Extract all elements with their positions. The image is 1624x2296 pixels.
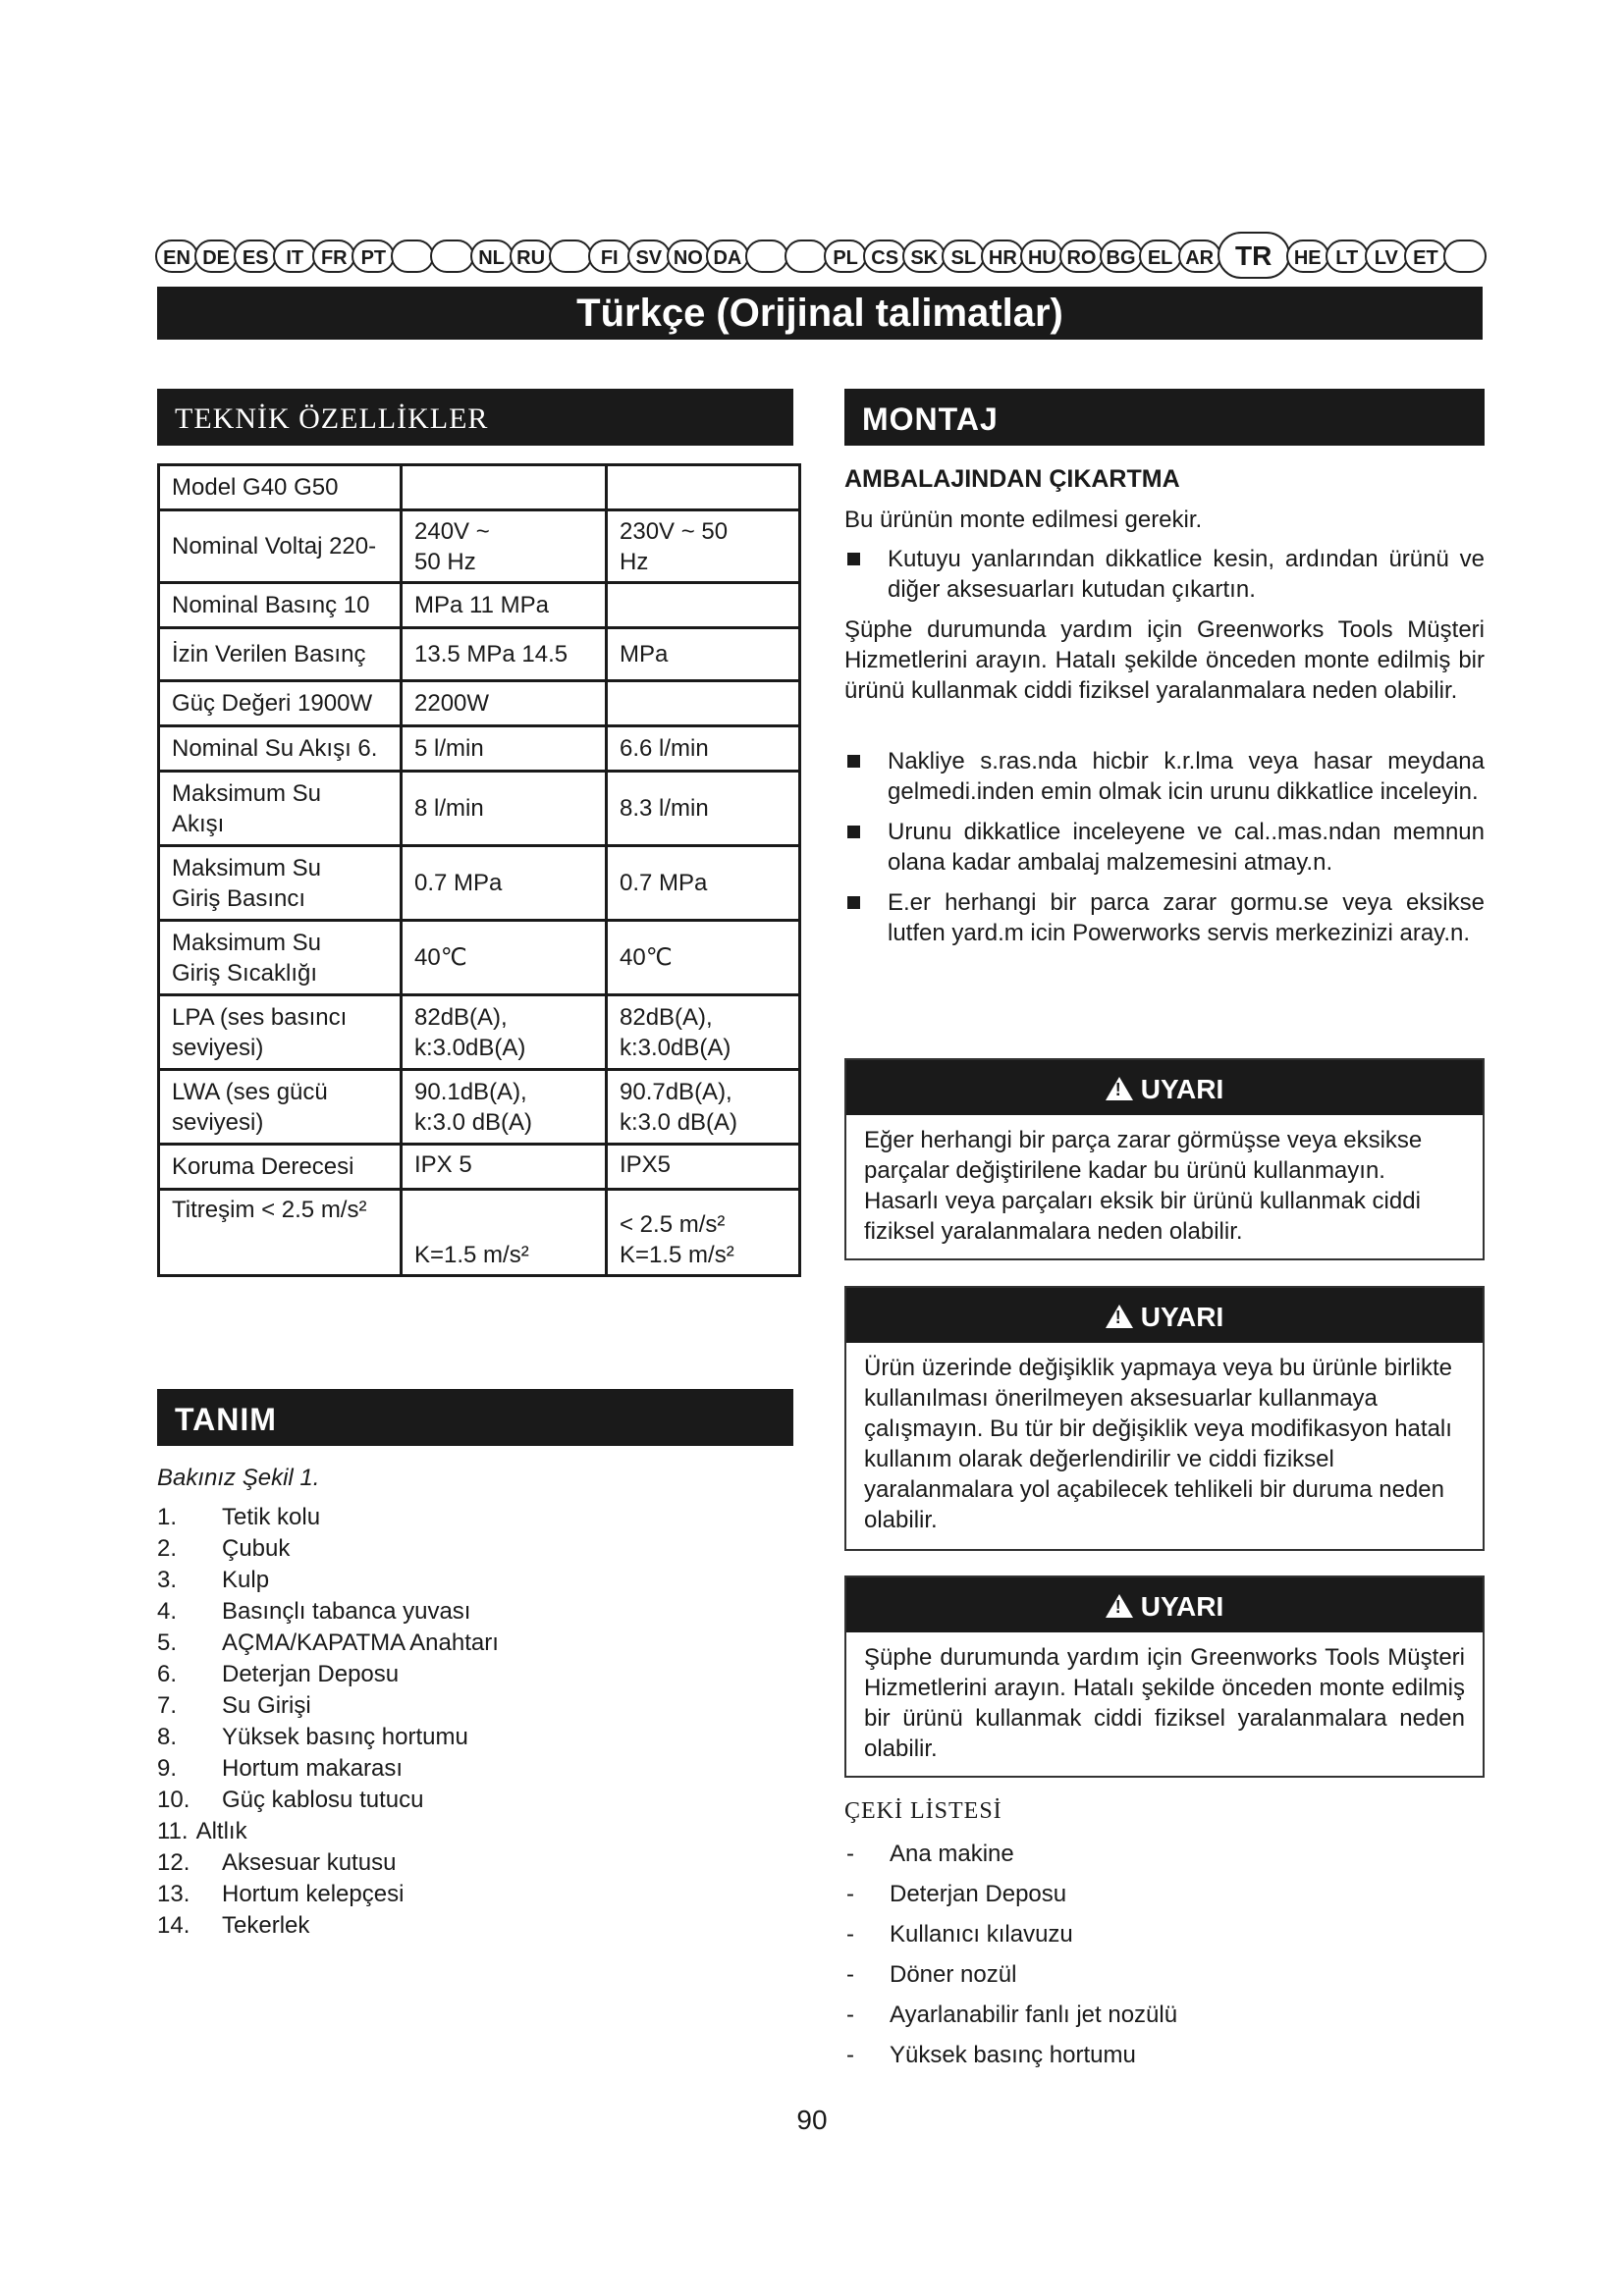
parts-list-item bbox=[157, 1847, 746, 1879]
language-tab-nl: NL bbox=[470, 240, 514, 273]
language-tab-de: DE bbox=[194, 240, 238, 273]
spec-value-g50: IPX5 bbox=[607, 1145, 800, 1190]
spec-label: Nominal Basınç 10 bbox=[159, 583, 402, 628]
parts-list-item bbox=[157, 1502, 746, 1533]
parts-list-item bbox=[157, 1565, 746, 1596]
item-number: 10. bbox=[157, 1787, 190, 1813]
language-tab-hr: HR bbox=[981, 240, 1024, 273]
language-tab-sl: SL bbox=[942, 240, 985, 273]
item-text: Tetik kolu bbox=[222, 1504, 321, 1530]
spec-value-g50: MPa bbox=[607, 628, 800, 681]
language-tab-lt: LT bbox=[1326, 240, 1369, 273]
language-tab-et: ET bbox=[1404, 240, 1447, 273]
spec-label: Model G40 G50 bbox=[159, 465, 402, 510]
spec-label: Nominal Su Akışı 6. bbox=[159, 726, 402, 772]
spec-label: LWA (ses gücü seviyesi) bbox=[159, 1070, 402, 1145]
warning-icon bbox=[1106, 1077, 1133, 1100]
spec-label: Güç Değeri 1900W bbox=[159, 681, 402, 726]
item-text: AÇMA/KAPATMA Anahtarı bbox=[222, 1629, 499, 1656]
parts-list-item bbox=[157, 1816, 746, 1847]
language-tab-ru: RU bbox=[510, 240, 553, 273]
spec-value-g50: < 2.5 m/s² K=1.5 m/s² bbox=[607, 1190, 800, 1276]
tanim-intro: Bakınız Şekil 1. bbox=[157, 1465, 320, 1491]
language-tab-it: IT bbox=[273, 240, 316, 273]
item-number: 5. bbox=[157, 1629, 178, 1656]
warning-text: Eğer herhangi bir parça zarar görmüşse veya eksikse parçalar değiştirilene kadar bu ürünü kullanmayın. Hasarlı veya parçaları eksik bir ürünü kullanmak ciddi fiziksel yaralanmalara neden olabilir. bbox=[864, 1127, 1423, 1245]
item-text: Hortum kelepçesi bbox=[222, 1881, 405, 1907]
packing-list-item: - Kullanıcı kılavuzu bbox=[844, 1914, 1434, 1954]
page-title: Türkçe (Orijinal talimatlar) bbox=[157, 287, 1483, 340]
spec-value-g40: IPX 5 bbox=[402, 1145, 607, 1190]
language-tab-empty bbox=[549, 240, 592, 273]
item-number: 13. bbox=[157, 1881, 190, 1907]
item-number: 2. bbox=[157, 1535, 178, 1562]
warning-icon bbox=[1106, 1594, 1133, 1618]
language-tab-tr: TR bbox=[1218, 232, 1290, 279]
language-tab-he: HE bbox=[1286, 240, 1329, 273]
packing-list bbox=[844, 1834, 1434, 2075]
warning-header: !UYARI bbox=[846, 1060, 1483, 1115]
spec-row bbox=[159, 921, 800, 995]
spec-row bbox=[159, 510, 800, 583]
spec-value-g40: MPa 11 MPa bbox=[402, 583, 607, 628]
spec-value-g50: 0.7 MPa bbox=[607, 846, 800, 921]
parts-list bbox=[157, 1502, 746, 1942]
item-number: 12. bbox=[157, 1849, 190, 1876]
item-text: Altlık bbox=[195, 1818, 247, 1844]
spec-row bbox=[159, 1145, 800, 1190]
language-tab-hu: HU bbox=[1020, 240, 1063, 273]
warning-header: !UYARI bbox=[846, 1577, 1483, 1632]
warning-header: !UYARI bbox=[846, 1288, 1483, 1343]
unpack-bullet-list-1 bbox=[844, 544, 1485, 614]
specs-heading: TEKNİK ÖZELLİKLER bbox=[157, 389, 793, 446]
tanim-heading: TANIM bbox=[157, 1389, 793, 1446]
warning-box-1 bbox=[844, 1058, 1485, 1260]
spec-row bbox=[159, 1190, 800, 1276]
unpack-bullet-list-2 bbox=[844, 746, 1485, 958]
language-tab-cs: CS bbox=[863, 240, 906, 273]
parts-list-item bbox=[157, 1659, 746, 1690]
item-text: Basınçlı tabanca yuvası bbox=[222, 1598, 471, 1625]
packing-list-item: - Döner nozül bbox=[844, 1954, 1434, 1995]
warning-box-3 bbox=[844, 1575, 1485, 1778]
unpack-bullet: Kutuyu yanlarından dikkatlice kesin, ardından ürünü ve diğer aksesuarları kutudan çıkartın. bbox=[844, 544, 1485, 605]
spec-row bbox=[159, 681, 800, 726]
spec-row bbox=[159, 465, 800, 510]
warning-icon bbox=[1106, 1305, 1133, 1328]
packing-list-heading: ÇEKİ LİSTESİ bbox=[844, 1798, 1002, 1824]
parts-list-item bbox=[157, 1690, 746, 1722]
spec-label: Nominal Voltaj 220- bbox=[159, 510, 402, 583]
language-tab-sv: SV bbox=[627, 240, 671, 273]
item-number: 6. bbox=[157, 1661, 178, 1687]
item-number: 4. bbox=[157, 1598, 178, 1625]
spec-value-g50: 8.3 l/min bbox=[607, 772, 800, 846]
language-tab-es: ES bbox=[234, 240, 277, 273]
item-number: 11. bbox=[157, 1818, 189, 1844]
language-bar bbox=[155, 236, 1487, 279]
spec-value-g40 bbox=[402, 465, 607, 510]
item-text: Tekerlek bbox=[222, 1912, 310, 1939]
item-number: 8. bbox=[157, 1724, 178, 1750]
spec-value-g50: 90.7dB(A), k:3.0 dB(A) bbox=[607, 1070, 800, 1145]
parts-list-item bbox=[157, 1785, 746, 1816]
spec-value-g40: 13.5 MPa 14.5 bbox=[402, 628, 607, 681]
item-number: 3. bbox=[157, 1567, 178, 1593]
spec-value-g40: 8 l/min bbox=[402, 772, 607, 846]
spec-value-g40: 40℃ bbox=[402, 921, 607, 995]
spec-value-g40: K=1.5 m/s² bbox=[402, 1190, 607, 1276]
language-tab-empty bbox=[785, 240, 828, 273]
parts-list-item bbox=[157, 1753, 746, 1785]
spec-row bbox=[159, 726, 800, 772]
item-number: 14. bbox=[157, 1912, 190, 1939]
spec-value-g40: 5 l/min bbox=[402, 726, 607, 772]
parts-list-item bbox=[157, 1722, 746, 1753]
item-text: Aksesuar kutusu bbox=[222, 1849, 397, 1876]
spec-value-g50: 230V ~ 50 Hz bbox=[607, 510, 800, 583]
spec-row bbox=[159, 772, 800, 846]
item-text: Yüksek basınç hortumu bbox=[222, 1724, 468, 1750]
language-tab-el: EL bbox=[1139, 240, 1182, 273]
language-tab-pt: PT bbox=[352, 240, 395, 273]
spec-table bbox=[157, 463, 801, 1277]
spec-label: LPA (ses basıncı seviyesi) bbox=[159, 995, 402, 1070]
spec-row bbox=[159, 1070, 800, 1145]
item-text: Su Girişi bbox=[222, 1692, 311, 1719]
spec-label: Koruma Derecesi bbox=[159, 1145, 402, 1190]
packing-list-item: - Ayarlanabilir fanlı jet nozülü bbox=[844, 1995, 1434, 2035]
spec-value-g50: 6.6 l/min bbox=[607, 726, 800, 772]
spec-value-g50 bbox=[607, 681, 800, 726]
packing-list-item: - Deterjan Deposu bbox=[844, 1874, 1434, 1914]
parts-list-item bbox=[157, 1596, 746, 1628]
montaj-intro: Bu ürünün monte edilmesi gerekir. bbox=[844, 507, 1203, 533]
spec-value-g40: 240V ~ 50 Hz bbox=[402, 510, 607, 583]
spec-label: Titreşim < 2.5 m/s² bbox=[159, 1190, 402, 1276]
spec-value-g50 bbox=[607, 583, 800, 628]
spec-value-g40: 0.7 MPa bbox=[402, 846, 607, 921]
parts-list-item bbox=[157, 1910, 746, 1942]
warning-text: Ürün üzerinde değişiklik yapmaya veya bu ürünle birlikte kullanılması önerilmeyen aksesuarlar kullanmaya çalışmayın. Bu tür bir değişiklik veya modifikasyon hatalı kullanım olarak değerlendirilir ve ciddi fiziksel yaralanmalara yol açabilecek tehlikeli bir duruma neden olabilir. bbox=[864, 1355, 1452, 1533]
packing-list-item: - Yüksek basınç hortumu bbox=[844, 2035, 1434, 2075]
spec-value-g50: 40℃ bbox=[607, 921, 800, 995]
spec-row bbox=[159, 846, 800, 921]
language-tab-fi: FI bbox=[588, 240, 631, 273]
montaj-heading: MONTAJ bbox=[844, 389, 1485, 446]
parts-list-item bbox=[157, 1879, 746, 1910]
spec-label: İzin Verilen Basınç bbox=[159, 628, 402, 681]
spec-row bbox=[159, 628, 800, 681]
language-tab-sk: SK bbox=[902, 240, 946, 273]
language-tab-ro: RO bbox=[1059, 240, 1103, 273]
language-tab-da: DA bbox=[706, 240, 749, 273]
language-tab-lv: LV bbox=[1365, 240, 1408, 273]
item-number: 9. bbox=[157, 1755, 178, 1782]
spec-label: Maksimum Su Giriş Basıncı bbox=[159, 846, 402, 921]
parts-list-item bbox=[157, 1628, 746, 1659]
spec-value-g40: 82dB(A), k:3.0dB(A) bbox=[402, 995, 607, 1070]
unpack-bullet: Nakliye s.ras.nda hicbir k.r.lma veya hasar meydana gelmedi.inden emin olmak icin urunu dikkatlice inceleyin. bbox=[844, 746, 1485, 807]
item-text: Hortum makarası bbox=[222, 1755, 404, 1782]
page-number: 90 bbox=[796, 2105, 828, 2135]
item-number: 7. bbox=[157, 1692, 178, 1719]
warning-text: Şüphe durumunda yardım için Greenworks Tools Müşteri Hizmetlerini arayın. Hatalı şekilde önceden monte edilmiş bir ürünü kullanmak ciddi fiziksel yaralanmalara neden olabilir. bbox=[864, 1644, 1465, 1762]
packing-list-item: - Ana makine bbox=[844, 1834, 1434, 1874]
item-text: Güç kablosu tutucu bbox=[222, 1787, 424, 1813]
language-tab-pl: PL bbox=[824, 240, 867, 273]
montaj-paragraph: Şüphe durumunda yardım için Greenworks Tools Müşteri Hizmetlerini arayın. Hatalı şekilde önceden monte edilmiş bir ürünü kullanmak ciddi fiziksel yaralanmalara neden olabilir. bbox=[844, 616, 1485, 704]
item-text: Kulp bbox=[222, 1567, 270, 1593]
unpacking-subheading: AMBALAJINDAN ÇIKARTMA bbox=[844, 465, 1180, 493]
spec-row bbox=[159, 995, 800, 1070]
spec-label: Maksimum Su Akışı bbox=[159, 772, 402, 846]
item-text: Çubuk bbox=[222, 1535, 291, 1562]
spec-value-g50 bbox=[607, 465, 800, 510]
spec-value-g40: 2200W bbox=[402, 681, 607, 726]
spec-label: Maksimum Su Giriş Sıcaklığı bbox=[159, 921, 402, 995]
language-tab-bg: BG bbox=[1100, 240, 1143, 273]
unpack-bullet: Urunu dikkatlice inceleyene ve cal..mas.ndan memnun olana kadar ambalaj malzemesini atmay.n. bbox=[844, 817, 1485, 878]
spec-row bbox=[159, 583, 800, 628]
language-tab-empty bbox=[1443, 240, 1487, 273]
spec-value-g40: 90.1dB(A), k:3.0 dB(A) bbox=[402, 1070, 607, 1145]
warning-box-2 bbox=[844, 1286, 1485, 1551]
language-tab-empty bbox=[745, 240, 788, 273]
language-tab-en: EN bbox=[155, 240, 198, 273]
item-number: 1. bbox=[157, 1504, 178, 1530]
parts-list-item bbox=[157, 1533, 746, 1565]
language-tab-ar: AR bbox=[1178, 240, 1221, 273]
spec-value-g50: 82dB(A), k:3.0dB(A) bbox=[607, 995, 800, 1070]
unpack-bullet: E.er herhangi bir parca zarar gormu.se veya eksikse lutfen yard.m icin Powerworks servis merkezinizi aray.n. bbox=[844, 887, 1485, 948]
language-tab-empty bbox=[391, 240, 434, 273]
language-tab-no: NO bbox=[667, 240, 710, 273]
language-tab-empty bbox=[430, 240, 473, 273]
language-tab-fr: FR bbox=[312, 240, 355, 273]
item-text: Deterjan Deposu bbox=[222, 1661, 400, 1687]
